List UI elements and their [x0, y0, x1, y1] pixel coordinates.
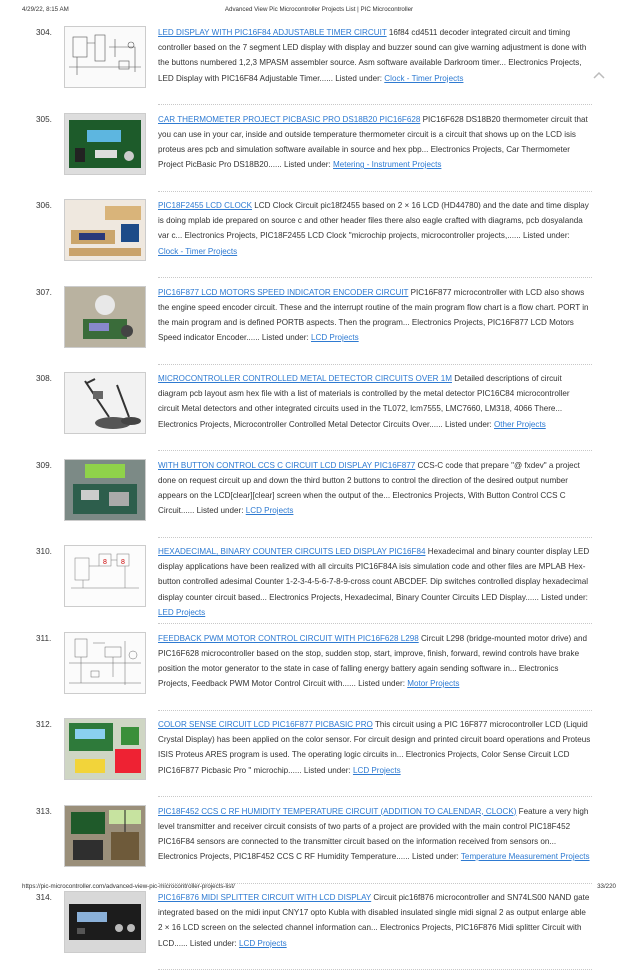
project-title-link[interactable]: COLOR SENSE CIRCUIT LCD PIC16F877 PICBASIC PRO — [158, 720, 373, 729]
project-summary: PIC16F877 microcontroller with LCD also shows the engine speed encoder circuit. These and the interrupt routine of the main program flow chart is a flow chart. PORT in the main program and is defined PORTB aspects. Then the program... Electronics Projects, PIC16F877 LCD Motors Speed indicator Encoder...... Listed under: — [158, 287, 589, 343]
item-divider — [158, 450, 592, 451]
item-description — [158, 544, 592, 620]
item-divider — [158, 710, 592, 711]
item-description — [158, 717, 592, 778]
project-title-link[interactable]: MICROCONTROLLER CONTROLLED METAL DETECTOR CIRCUITS OVER 1M — [158, 374, 452, 383]
item-number: 313. — [36, 806, 52, 816]
list-item — [0, 22, 638, 109]
category-link[interactable]: Other Projects — [494, 419, 546, 429]
list-item — [0, 195, 638, 282]
project-summary: This circuit using a PIC 16F877 microcontroller LCD (Liquid Crystal Display) has been applied on the color sensor. For circuit design and printed circuit board operations and Proteus ISIS Proteus ARES program is used. The operating logic circuits in... Electronics Projects, Color Sense Circuit LCD PIC16F877 Picbasic Pro " microchip...... Listed under: — [158, 720, 591, 775]
project-thumbnail[interactable] — [64, 372, 146, 434]
item-number: 307. — [36, 287, 52, 297]
item-number: 304. — [36, 28, 52, 37]
project-title-link[interactable]: PIC16F876 MIDI SPLITTER CIRCUIT WITH LCD DISPLAY — [158, 893, 372, 902]
item-divider — [158, 796, 592, 797]
item-description — [158, 25, 592, 86]
category-link[interactable]: Motor Projects — [407, 679, 460, 689]
item-divider — [158, 623, 592, 624]
project-title-link[interactable]: PIC18F2455 LCD CLOCK — [158, 201, 253, 210]
item-divider — [158, 191, 592, 192]
project-summary: Circuit pic16f876 microcontroller and SN74LS00 NAND gate integrated based on the midi input CNY17 opto Kubla with disabled insulated single midi signal 2 as output enlarge able 2 × 16 LCD screen on the selected channel information can... Electronics Projects, PIC16F876 Midi splitter Circuit with LCD...... Listed under: — [158, 893, 590, 948]
item-number: 308. — [36, 374, 52, 383]
category-link[interactable]: Clock - Timer Projects — [384, 73, 464, 83]
project-thumbnail[interactable] — [64, 286, 146, 348]
item-description — [158, 458, 592, 519]
project-summary: LCD Clock Circuit pic18f2455 based on 2 × 16 LCD (HD44780) and the date and time display is doing mplab ide prepared on source c and other header files there also eagle crafted with diagrams, pcb dosyalanda var c... Electronics Projects, PIC18F2455 LCD Clock "microchip projects, microcontroller projects,...... Listed under: — [158, 201, 589, 241]
project-title-link[interactable]: WITH BUTTON CONTROL CCS C CIRCUIT LCD DISPLAY PIC16F877 — [158, 460, 416, 470]
category-link[interactable]: LCD Projects — [238, 938, 287, 948]
project-title-link[interactable]: PIC18F452 CCS C RF HUMIDITY TEMPERATURE CIRCUIT (ADDITION TO CALENDAR, CLOCK) — [158, 806, 517, 816]
project-thumbnail[interactable] — [64, 891, 146, 953]
item-description — [158, 371, 592, 432]
page-url: https://pic-microcontroller.com/advanced-view-pic-microcontroller-projects-list/ — [22, 883, 235, 890]
project-thumbnail[interactable] — [64, 26, 146, 88]
category-link[interactable]: Clock - Timer Projects — [158, 246, 238, 256]
svg-text:8: 8 — [103, 559, 107, 566]
project-thumbnail[interactable] — [64, 199, 146, 261]
print-date: 4/29/22, 8:15 AM — [22, 6, 69, 13]
project-thumbnail[interactable] — [64, 545, 146, 607]
project-summary: Feature a very high level transmitter and receiver circuit consists of two parts of a project are provided with the main control PIC18F452 PIC16F84 sensors are connected to the transmitter circuit based on the information received from sensors on... Electronics Projects, PIC18F452 CCS C RF Humidity Temperature...... Listed under: — [158, 806, 589, 862]
project-summary: Hexadecimal and binary counter display LED display applications have been realized with all circuits PIC16F84A isis simulation code and other files are MPLAB Hex-button controlled adesimal Counter 1-2-3-4-5-6-7-8-9-cross count ABCDEF. Dip switches controlled display hexadecimal display counter circuit based... Electronics Projects, Hexadecimal, Binary Counter Circuits LED Display...... Listed under: — [158, 547, 590, 602]
project-thumbnail[interactable] — [64, 632, 146, 694]
project-title-link[interactable]: CAR THERMOMETER PROJECT PICBASIC PRO DS18B20 PIC16F628 — [158, 114, 421, 124]
item-number: 311. — [36, 633, 52, 643]
item-description — [158, 285, 592, 346]
list-item — [0, 282, 638, 369]
project-title-link[interactable]: PIC16F877 LCD MOTORS SPEED INDICATOR ENCODER CIRCUIT — [158, 287, 409, 297]
list-item — [0, 368, 638, 455]
item-divider — [158, 537, 592, 538]
list-item — [0, 801, 638, 888]
project-title-link[interactable]: FEEDBACK PWM MOTOR CONTROL CIRCUIT WITH PIC16F628 L298 — [158, 633, 419, 643]
item-description — [158, 631, 592, 692]
item-description — [158, 890, 592, 951]
project-summary: CCS-C code that prepare "@ fxdev" a project done on request circuit up and down the third button 2 buttons to control the direction of the desired output number appears on the LCD[clear][clear] screen when the output of the... Electronics Projects, With Button Control CCS C Circuit...... Listed under: — [158, 460, 580, 516]
project-thumbnail[interactable] — [64, 805, 146, 867]
project-summary: PIC16F628 DS18B20 thermometer circuit that you can use in your car, inside and outside temperature thermometer circuit is a circuit that shows up on the LCD isis proteus ares pcb and simulation software available in source and hex pbp... Electronics Projects, Car Thermometer Project PicBasic Pro DS18B20...... Listed under: — [158, 114, 588, 170]
list-item — [0, 109, 638, 196]
svg-text:8: 8 — [121, 559, 125, 566]
item-description — [158, 198, 592, 259]
category-link[interactable]: LCD Projects — [310, 333, 359, 343]
category-link[interactable]: Temperature Measurement Projects — [460, 852, 590, 862]
list-item — [0, 628, 638, 715]
page-number: 33/220 — [597, 883, 616, 890]
item-divider — [158, 364, 592, 365]
project-thumbnail[interactable] — [64, 113, 146, 175]
item-number: 305. — [36, 114, 52, 124]
list-item — [0, 714, 638, 801]
project-list — [0, 22, 638, 974]
category-link[interactable]: LCD Projects — [352, 765, 401, 775]
project-thumbnail[interactable] — [64, 718, 146, 780]
item-number: 309. — [36, 460, 52, 470]
project-title-link[interactable]: LED DISPLAY WITH PIC16F84 ADJUSTABLE TIMER CIRCUIT — [158, 28, 387, 37]
print-header — [0, 6, 638, 18]
print-footer — [0, 883, 638, 895]
project-summary: 16f84 cd4511 decoder integrated circuit and timing controller based on the 7 segment LED display with display and buzzer sound can give warning adjustment is done with the buttons numbered 1,2,3 MPASM assembler source. Asm software available Darkroom timer... Electronics Projects, LED Display with PIC16F84 Adjustable Timer...... Listed under: — [158, 28, 587, 83]
page-title: Advanced View Pic Microcontroller Projects List | PIC Microcontroller — [224, 6, 414, 13]
project-summary: Detailed descriptions of circuit diagram pcb layout asm hex file with a list of materials is controlled by the metal detector PIC16C84 microcontroller circuit Metal detectors and other integrated circuits used in the TL072, lcm7555, LMC7660, LM318, 4066 There... Electronics Projects, Microcontroller Controlled Metal Detector Circuits Over...... Listed under: — [158, 374, 570, 429]
item-number: 312. — [36, 720, 52, 729]
item-description — [158, 112, 592, 173]
item-number: 314. — [36, 893, 52, 902]
item-divider — [158, 277, 592, 278]
project-title-link[interactable]: HEXADECIMAL, BINARY COUNTER CIRCUITS LED DISPLAY PIC16F84 — [158, 547, 426, 556]
item-divider — [158, 969, 592, 970]
project-summary: Circuit L298 (bridge-mounted motor drive) and PIC16F628 microcontroller based on the stop, sudden stop, start, improve, finish, forward, rewind controls have brake position the motor generator to the state in case of falling energy battery again sending software in... Electronics Projects, Feedback PWM Motor Control Circuit with...... Listed under: — [158, 633, 587, 689]
category-link[interactable]: LED Projects — [158, 607, 206, 617]
category-link[interactable]: Metering - Instrument Projects — [333, 160, 442, 170]
list-item — [0, 887, 638, 974]
category-link[interactable]: LCD Projects — [245, 506, 294, 516]
list-item — [0, 455, 638, 542]
item-number: 310. — [36, 547, 52, 556]
item-description — [158, 804, 592, 865]
item-number: 306. — [36, 201, 52, 210]
project-thumbnail[interactable] — [64, 459, 146, 521]
list-item — [0, 541, 638, 628]
item-divider — [158, 104, 592, 105]
